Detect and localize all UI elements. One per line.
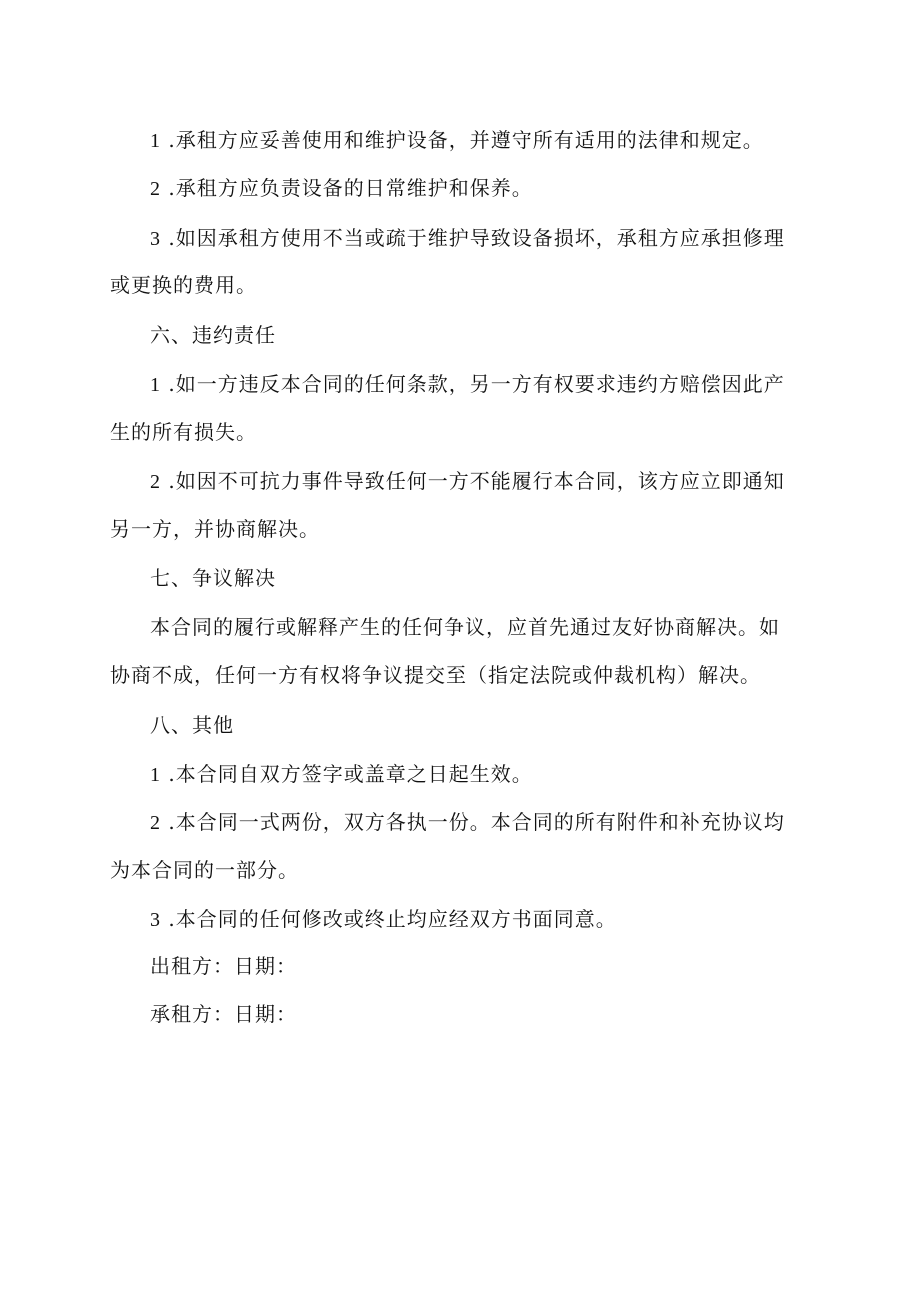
clause-5-3-continued: 或更换的费用。: [110, 273, 257, 297]
clause-number: 3: [150, 228, 161, 250]
clause-5-1: [150, 128, 764, 153]
section-heading-6: 六、违约责任: [150, 323, 276, 347]
clause-5-3: [150, 226, 785, 251]
clause-6-2-continued: 另一方，并协商解决。: [110, 517, 320, 541]
clause-number: 2: [150, 812, 161, 834]
clause-8-1: [150, 762, 533, 787]
lessor-signature-line: 出租方：日期：: [150, 954, 297, 978]
lessee-signature-line: 承租方：日期：: [150, 1002, 297, 1026]
clause-5-2: [150, 176, 533, 201]
section-heading-8: 八、其他: [150, 713, 234, 737]
clause-text: .如因承租方使用不当或疏于维护导致设备损坏，承租方应承担修理: [161, 226, 785, 250]
clause-text: .如因不可抗力事件导致任何一方不能履行本合同，该方应立即通知: [161, 469, 785, 493]
clause-8-3: [150, 907, 617, 932]
clause-6-1: [150, 372, 785, 397]
clause-number: 2: [150, 471, 161, 493]
clause-8-2-continued: 为本合同的一部分。: [110, 858, 299, 882]
clause-number: 2: [150, 178, 161, 200]
clause-text: .本合同一式两份，双方各执一份。本合同的所有附件和补充协议均: [161, 810, 785, 834]
clause-number: 1: [150, 130, 161, 152]
dispute-paragraph-line-2: 协商不成，任何一方有权将争议提交至（指定法院或仲裁机构）解决。: [110, 663, 761, 687]
clause-text: .承租方应负责设备的日常维护和保养。: [161, 176, 533, 200]
clause-number: 1: [150, 374, 161, 396]
clause-6-1-continued: 生的所有损失。: [110, 420, 257, 444]
clause-text: .承租方应妥善使用和维护设备，并遵守所有适用的法律和规定。: [161, 128, 764, 152]
clause-text: .如一方违反本合同的任何条款，另一方有权要求违约方赔偿因此产: [161, 372, 785, 396]
clause-number: 1: [150, 764, 161, 786]
clause-text: .本合同的任何修改或终止均应经双方书面同意。: [161, 907, 617, 931]
dispute-paragraph-line-1: 本合同的履行或解释产生的任何争议，应首先通过友好协商解决。如: [150, 615, 780, 639]
clause-text: .本合同自双方签字或盖章之日起生效。: [161, 762, 533, 786]
clause-8-2: [150, 810, 785, 835]
clause-6-2: [150, 469, 785, 494]
section-heading-7: 七、争议解决: [150, 566, 276, 590]
clause-number: 3: [150, 909, 161, 931]
